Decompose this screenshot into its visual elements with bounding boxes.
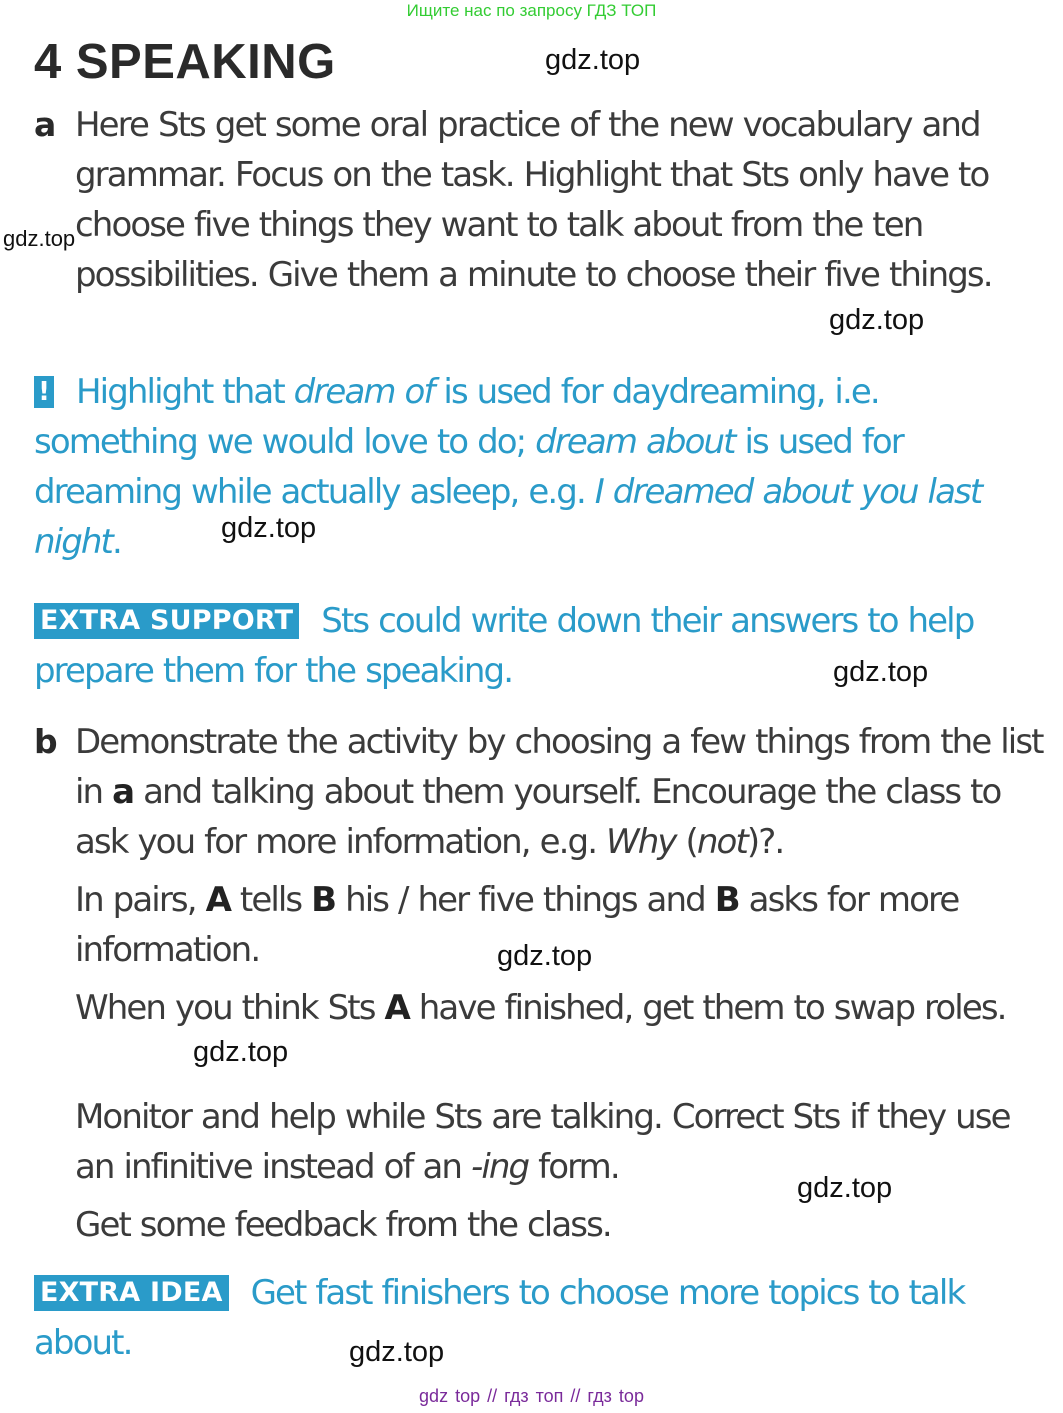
extra-support-badge: EXTRA SUPPORT <box>34 603 299 639</box>
section-heading: 4 SPEAKING <box>34 35 336 89</box>
section-b-paragraph-1: Demonstrate the activity by choosing a few things from the list in a and talking about them yourself. Encourage the class to ask you for more information, e.g. Why (not)?. <box>75 722 1043 862</box>
section-b-paragraph-2: In pairs, A tells B his / her five things and B asks for more information. <box>75 880 959 970</box>
section-a-text: Here Sts get some oral practice of the new vocabulary and grammar. Focus on the task. Highlight that Sts only have to choose five things they want to talk about from the ten possibilities. Give them a minute to choose their five things. <box>75 105 992 295</box>
section-b-paragraph-3: When you think Sts A have finished, get them to swap roles. <box>75 988 1006 1028</box>
top-banner: Ищите нас по запросу ГДЗ ТОП <box>406 1 657 20</box>
section-b-paragraph-4: Monitor and help while Sts are talking. Correct Sts if they use an infinitive instead of an -ing form. <box>75 1097 1010 1187</box>
bottom-banner: gdz top // гдз топ // гдз top <box>419 1386 644 1406</box>
exclamation-icon: ! <box>34 376 54 408</box>
extra-idea-badge: EXTRA IDEA <box>34 1275 229 1311</box>
watermark: gdz.top <box>829 304 925 336</box>
watermark: gdz.top <box>193 1036 289 1068</box>
section-a-label: a <box>34 105 57 144</box>
section-b-paragraph-5: Get some feedback from the class. <box>75 1205 611 1245</box>
extra-idea-note: EXTRA IDEA Get fast finishers to choose more topics to talk about. <box>34 1273 965 1363</box>
section-b-label: b <box>34 722 58 761</box>
watermark: gdz.top <box>797 1172 893 1204</box>
watermark: gdz.top <box>833 656 929 688</box>
usage-note: ! Highlight that dream of is used for daydreaming, i.e. something we would love to do; dream about is used for dreaming while actually asleep, e.g. I dreamed about you last night. <box>34 372 982 562</box>
watermark: gdz.top <box>221 512 317 544</box>
watermark: gdz.top <box>497 940 593 972</box>
watermark: gdz.top <box>3 226 76 251</box>
watermark: gdz.top <box>349 1336 445 1368</box>
watermark: gdz.top <box>545 44 641 76</box>
extra-support-note: EXTRA SUPPORT Sts could write down their answers to help prepare them for the speaking. <box>34 601 974 691</box>
